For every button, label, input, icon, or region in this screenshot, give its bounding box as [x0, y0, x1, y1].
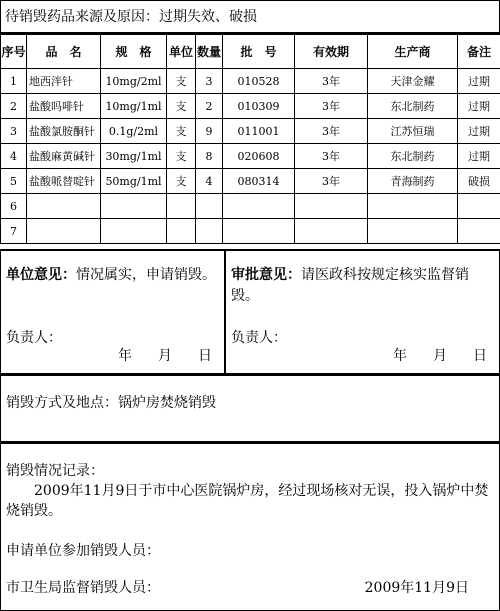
approval-opinion-text — [231, 265, 493, 307]
cell-note: 过期 — [458, 119, 500, 144]
disposal-record-box — [0, 442, 500, 611]
cell-batch: 010528 — [223, 69, 295, 94]
cell-spec: 10mg/2ml — [101, 69, 167, 94]
cell-unit: 支 — [167, 169, 196, 194]
table-row — [1, 94, 500, 119]
cell-qty: 2 — [196, 94, 223, 119]
record-date: 2009年11月9日 — [364, 580, 469, 596]
cell-qty — [196, 194, 223, 219]
cell-qty: 3 — [196, 69, 223, 94]
unit-date-year: 年 — [118, 348, 132, 364]
table-row — [1, 169, 500, 194]
unit-opinion-label: 单位意见： — [6, 267, 76, 283]
cell-expiry: 3年 — [295, 169, 368, 194]
cell-maker — [368, 219, 458, 244]
cell-qty: 8 — [196, 144, 223, 169]
col-header-name: 品 名 — [27, 35, 101, 69]
table-row — [1, 219, 500, 244]
col-header-qty: 数量 — [196, 35, 223, 69]
cell-expiry — [295, 219, 368, 244]
approval-signer-label: 负责人： — [231, 330, 287, 346]
cell-maker — [368, 194, 458, 219]
cell-batch: 080314 — [223, 169, 295, 194]
cell-note — [458, 194, 500, 219]
approval-date-month: 月 — [433, 348, 447, 364]
unit-date-day: 日 — [198, 348, 212, 364]
cell-name — [27, 194, 101, 219]
cell-spec: 0.1g/2ml — [101, 119, 167, 144]
col-header-spec: 规 格 — [101, 35, 167, 69]
cell-maker: 青海制药 — [368, 169, 458, 194]
cell-name: 盐酸吗啡针 — [27, 94, 101, 119]
cell-batch — [223, 194, 295, 219]
cell-spec: 30mg/1ml — [101, 144, 167, 169]
cell-index: 2 — [1, 94, 27, 119]
table-row — [1, 119, 500, 144]
cell-maker: 东北制药 — [368, 144, 458, 169]
table-row — [1, 144, 500, 169]
approval-date — [367, 345, 487, 365]
cell-note: 过期 — [458, 94, 500, 119]
col-header-batch: 批 号 — [223, 35, 295, 69]
table-header-row — [1, 35, 500, 69]
unit-opinion-content: 情况属实，申请销毁。 — [76, 267, 216, 283]
supervisor-staff-label: 市卫生局监督销毁人员： — [6, 580, 160, 596]
cell-name — [27, 219, 101, 244]
unit-signer-label: 负责人： — [6, 330, 62, 346]
cell-batch: 020608 — [223, 144, 295, 169]
cell-qty — [196, 219, 223, 244]
unit-opinion-box — [0, 249, 226, 374]
cell-spec — [101, 194, 167, 219]
cell-index: 6 — [1, 194, 27, 219]
unit-date-month: 月 — [158, 348, 172, 364]
applicant-staff-label: 申请单位参加销毁人员： — [6, 543, 160, 559]
cell-unit — [167, 194, 196, 219]
cell-expiry — [295, 194, 368, 219]
cell-name: 盐酸麻黄碱针 — [27, 144, 101, 169]
cell-unit — [167, 219, 196, 244]
record-body: 2009年11月9日于市中心医院锅炉房，经过现场核对无误，投入锅炉中焚烧销毁。 — [6, 483, 489, 519]
unit-opinion-text — [6, 265, 218, 286]
record-title: 销毁情况记录： — [6, 463, 104, 479]
cell-index: 4 — [1, 144, 27, 169]
form-title: 待销毁药品来源及原因：过期失效、破损 — [0, 0, 500, 34]
cell-spec: 10mg/1ml — [101, 94, 167, 119]
cell-expiry: 3年 — [295, 94, 368, 119]
cell-index: 1 — [1, 69, 27, 94]
cell-index: 7 — [1, 219, 27, 244]
cell-unit: 支 — [167, 69, 196, 94]
cell-qty: 9 — [196, 119, 223, 144]
approval-opinion-box — [225, 249, 500, 374]
cell-note — [458, 219, 500, 244]
cell-expiry: 3年 — [295, 69, 368, 94]
cell-maker: 东北制药 — [368, 94, 458, 119]
cell-index: 5 — [1, 169, 27, 194]
approval-opinion-label: 审批意见： — [231, 267, 301, 283]
table-row — [1, 194, 500, 219]
cell-expiry: 3年 — [295, 119, 368, 144]
cell-note: 过期 — [458, 69, 500, 94]
table-row — [1, 69, 500, 94]
cell-name: 盐酸氯胺酮针 — [27, 119, 101, 144]
approval-opinion-content: 请医政科按规定核实监督销毁。 — [231, 267, 469, 304]
drug-table — [0, 34, 500, 244]
cell-note: 过期 — [458, 144, 500, 169]
cell-spec: 50mg/1ml — [101, 169, 167, 194]
cell-name: 地西泮针 — [27, 69, 101, 94]
cell-batch — [223, 219, 295, 244]
cell-spec — [101, 219, 167, 244]
cell-qty: 4 — [196, 169, 223, 194]
cell-name: 盐酸哌替啶针 — [27, 169, 101, 194]
cell-unit: 支 — [167, 94, 196, 119]
cell-unit: 支 — [167, 144, 196, 169]
col-header-note: 备注 — [458, 35, 500, 69]
cell-maker: 江苏恒瑞 — [368, 119, 458, 144]
cell-unit: 支 — [167, 119, 196, 144]
cell-expiry: 3年 — [295, 144, 368, 169]
cell-batch: 011001 — [223, 119, 295, 144]
disposal-method: 销毁方式及地点：锅炉房焚烧销毁 — [0, 374, 500, 442]
unit-date — [92, 345, 212, 365]
cell-index: 3 — [1, 119, 27, 144]
approval-date-year: 年 — [393, 348, 407, 364]
cell-batch: 010309 — [223, 94, 295, 119]
col-header-expiry: 有效期 — [295, 35, 368, 69]
col-header-index: 序号 — [1, 35, 27, 69]
cell-maker: 天津金耀 — [368, 69, 458, 94]
cell-note: 破损 — [458, 169, 500, 194]
col-header-unit: 单位 — [167, 35, 196, 69]
col-header-maker: 生产商 — [368, 35, 458, 69]
approval-date-day: 日 — [473, 348, 487, 364]
